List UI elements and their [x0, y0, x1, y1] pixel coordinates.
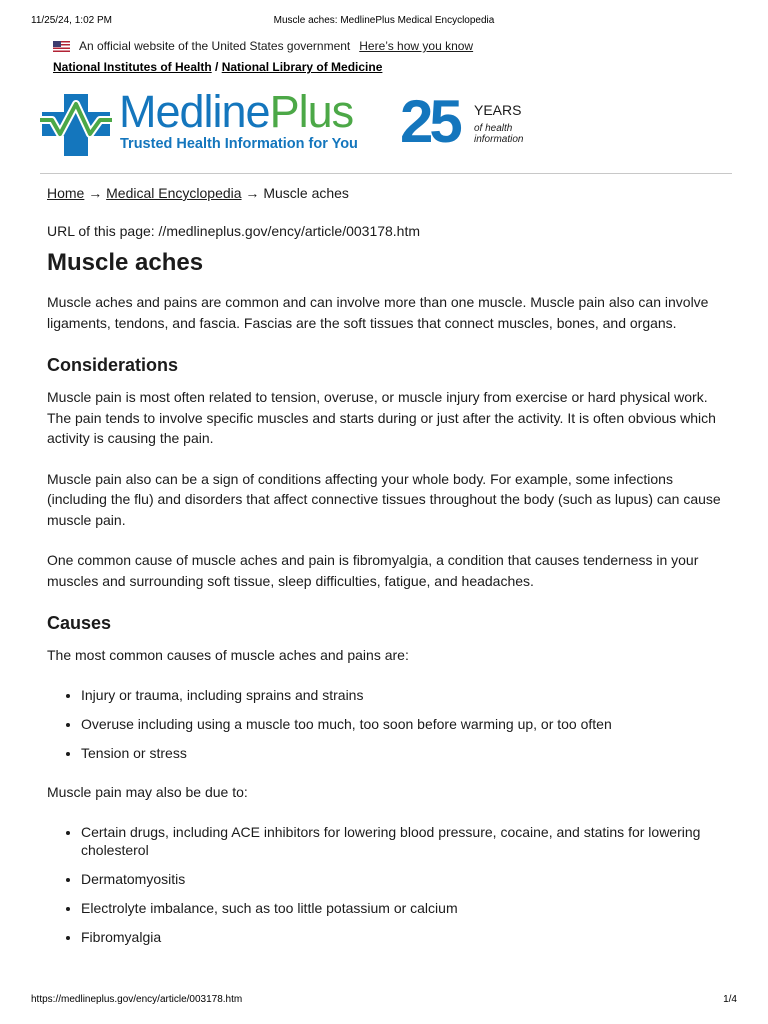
list-item: • Overuse including using a muscle too much, too soon before warming up, or too often	[81, 715, 727, 734]
header-divider	[40, 173, 732, 174]
breadcrumb	[47, 184, 727, 202]
anniversary-years-label: YEARS	[474, 102, 522, 118]
anniversary-number: 25	[400, 88, 459, 155]
list-item: • Tension or stress	[81, 744, 727, 763]
list-item: • Electrolyte imbalance, such as too little potassium or calcium	[81, 899, 727, 918]
breadcrumb-arrow: →	[84, 185, 107, 201]
considerations-paragraph: One common cause of muscle aches and pain is fibromyalgia, a condition that causes tenderness in your muscles and surrounding soft tissue, sleep difficulties, fatigue, and headaches.	[47, 552, 699, 589]
list-item: • Dermatomyositis	[81, 870, 727, 889]
list-item: • Injury or trauma, including sprains and strains	[81, 686, 727, 705]
nih-separator: /	[211, 60, 222, 74]
us-flag-icon	[53, 41, 70, 52]
wordmark-medline: Medline	[119, 86, 270, 137]
print-document-title: Muscle aches: MedlinePlus Medical Encyclopedia	[273, 15, 495, 26]
gov-banner	[53, 37, 473, 55]
breadcrumb-current: Muscle aches	[263, 185, 349, 201]
nlm-link[interactable]: National Library of Medicine	[221, 60, 383, 74]
print-footer	[31, 994, 737, 1008]
other-causes-intro: Muscle pain may also be due to:	[47, 784, 248, 800]
print-timestamp: 11/25/24, 1:02 PM	[31, 15, 112, 26]
heres-how-you-know-link[interactable]: Here’s how you know	[359, 39, 474, 53]
breadcrumb-encyclopedia-link[interactable]: Medical Encyclopedia	[106, 185, 242, 201]
medlineplus-logo[interactable]	[40, 86, 540, 160]
medlineplus-cross-icon	[40, 90, 112, 160]
page-url-line: URL of this page: //medlineplus.gov/ency/article/003178.htm	[47, 223, 421, 239]
common-causes-list	[47, 686, 727, 763]
anniversary-subtitle	[474, 123, 523, 145]
anniversary-subtitle-line1: of health	[474, 123, 513, 134]
logo-tagline: Trusted Health Information for You	[120, 136, 358, 152]
medlineplus-wordmark	[119, 88, 353, 136]
causes-intro: The most common causes of muscle aches and pains are:	[47, 647, 409, 663]
nih-links	[53, 60, 382, 74]
wordmark-plus: Plus	[269, 86, 354, 137]
causes-heading: Causes	[47, 613, 112, 633]
nih-link[interactable]: National Institutes of Health	[53, 60, 212, 74]
considerations-heading: Considerations	[47, 355, 179, 375]
considerations-paragraph: Muscle pain is most often related to tension, overuse, or muscle injury from exercise or hard physical work. The pain tends to involve specific muscles and starts during or just after the activity. It is often obvious which activity is causing the pain.	[47, 389, 716, 446]
other-causes-list	[47, 823, 727, 947]
breadcrumb-home-link[interactable]: Home	[47, 185, 85, 201]
main-content	[47, 184, 727, 967]
anniversary-subtitle-line2: information	[474, 134, 524, 145]
considerations-paragraph: Muscle pain also can be a sign of conditions affecting your whole body. For example, some infections (including the flu) and disorders that affect connective tissues throughout the body (such as lupus) can cause muscle pain.	[47, 470, 721, 528]
list-item: • Fibromyalgia	[81, 928, 727, 947]
gov-banner-text: An official website of the United States government	[79, 39, 351, 53]
print-footer-url: https://medlineplus.gov/ency/article/003178.htm	[31, 994, 243, 1005]
list-item: • Certain drugs, including ACE inhibitors for lowering blood pressure, cocaine, and statins for lowering cholesterol	[81, 823, 727, 860]
print-page-number: 1/4	[723, 994, 737, 1005]
page-title: Muscle aches	[47, 249, 204, 276]
breadcrumb-arrow: →	[241, 185, 264, 201]
print-header	[31, 15, 737, 31]
intro-paragraph: Muscle aches and pains are common and can involve more than one muscle. Muscle pain also can involve ligaments, tendons, and fascia. Fascias are the soft tissues that connect muscles, bones, and organs.	[47, 294, 709, 331]
